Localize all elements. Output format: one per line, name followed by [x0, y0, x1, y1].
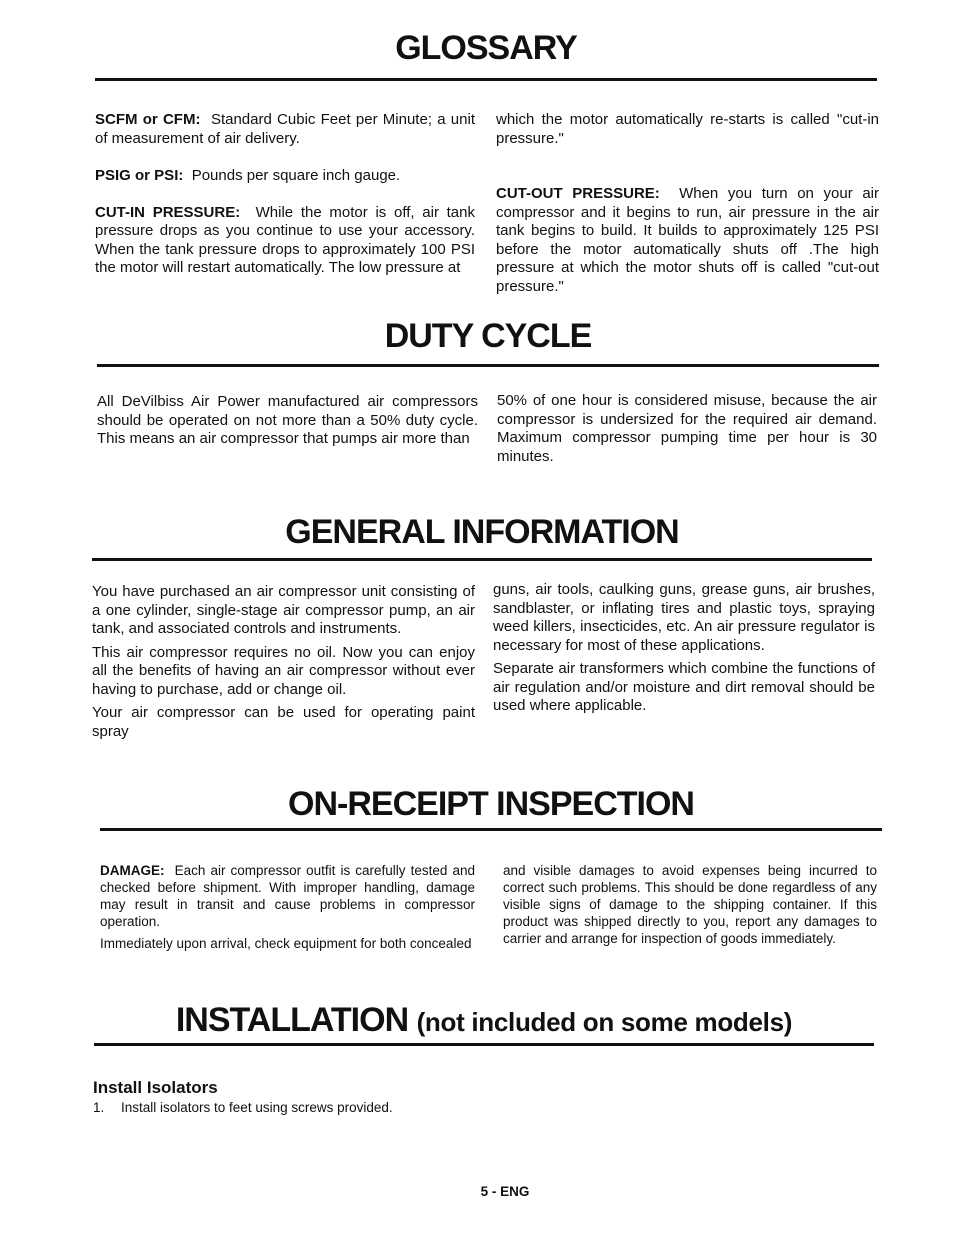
duty-cycle-rule	[97, 364, 879, 367]
installation-heading	[94, 1001, 874, 1040]
general-information-left-column	[92, 583, 475, 741]
duty-cycle-right-column	[497, 392, 877, 466]
general-info-paragraph-2: This air compressor requires no oil. Now you can enjoy all the benefits of having an air compressor without ever having to purchase, add or change oil.	[92, 643, 475, 698]
installation-subtitle: (not included on some models)	[416, 1007, 793, 1037]
term-damage: DAMAGE:	[100, 863, 165, 878]
install-step-1	[93, 1100, 393, 1115]
term-cutin: CUT-IN PRESSURE:	[95, 203, 241, 221]
definition-cutout: When you turn on your air compressor and it begins to run, air pressure in the air tank begins to build. It builds to approximately 125 PSI before the motor automatically shuts off .The high pressure at which the motor shuts off is called "cut-out pressure."	[496, 185, 879, 295]
general-info-paragraph-3: Your air compressor can be used for operating paint spray	[92, 704, 475, 740]
term-scfm: SCFM or CFM:	[95, 111, 201, 128]
inspection-damage-paragraph	[100, 862, 475, 930]
glossary-entry-cutout	[496, 185, 879, 296]
glossary-entry-psig	[95, 167, 475, 186]
definition-damage: Each air compressor outfit is carefully tested and checked before shipment. With improper handling, damage may result in transit and cause problems in compressor operation.	[100, 863, 475, 929]
step-text: Install isolators to feet using screws provided.	[121, 1100, 393, 1115]
general-info-paragraph-3-continued: guns, air tools, caulking guns, grease guns, air brushes, sandblaster, or inflating tires and plastic toys, spraying weed killers, insecticides, etc. An air pressure regulator is necessary for most of these applications.	[493, 581, 875, 654]
glossary-heading: GLOSSARY	[395, 29, 577, 67]
definition-psig: Pounds per square inch gauge.	[191, 166, 401, 184]
definition-scfm: Standard Cubic Feet per Minute; a unit of measurement of air delivery.	[95, 111, 475, 147]
term-psig: PSIG or PSI:	[95, 166, 184, 184]
general-information-heading: GENERAL INFORMATION	[285, 513, 679, 551]
install-isolators-subheading: Install Isolators	[93, 1078, 218, 1097]
duty-cycle-left-column	[97, 393, 478, 449]
installation-title: INSTALLATION	[175, 1001, 409, 1039]
inspection-left-column	[100, 862, 475, 952]
on-receipt-inspection-heading: ON-RECEIPT INSPECTION	[288, 785, 694, 823]
general-info-paragraph-4: Separate air transformers which combine the functions of air regulation and/or moisture and dirt removal should be used where applicable.	[493, 660, 875, 714]
inspection-paragraph-2: Immediately upon arrival, check equipment for both concealed	[100, 936, 472, 951]
installation-rule	[94, 1043, 874, 1046]
definition-cutin-continued: which the motor automatically re-starts is called "cut-in pressure."	[496, 111, 879, 147]
general-information-rule	[92, 558, 872, 561]
general-information-right-column	[493, 581, 875, 716]
step-number: 1.	[93, 1100, 105, 1115]
duty-cycle-text-right: 50% of one hour is considered misuse, because the air compressor is undersized for the required air demand. Maximum compressor pumping time per hour is 30 minutes.	[497, 392, 877, 465]
glossary-entry-cutin	[95, 204, 475, 278]
inspection-right-column	[503, 862, 877, 947]
inspection-paragraph-2-continued: and visible damages to avoid expenses being incurred to correct such problems. This should be done regardless of any visible signs of damage to the shipping container. If this product was shipped directly to you, report any damages to carrier and arrange for inspection of goods immediately.	[503, 863, 877, 946]
page-number: 5 - ENG	[480, 1184, 530, 1199]
duty-cycle-text-left: All DeVilbiss Air Power manufactured air compressors should be operated on not more than a 50% duty cycle. This means an air compressor that pumps air more than	[97, 393, 478, 447]
glossary-entry-scfm	[95, 111, 475, 148]
general-info-paragraph-1: You have purchased an air compressor unit consisting of a one cylinder, single-stage air compressor pump, an air tank, and associated controls and instruments.	[92, 583, 475, 637]
duty-cycle-heading: DUTY CYCLE	[384, 317, 592, 355]
on-receipt-inspection-rule	[100, 828, 882, 831]
glossary-left-column	[95, 111, 475, 278]
term-cutout: CUT-OUT PRESSURE:	[496, 185, 660, 202]
glossary-right-column	[496, 111, 879, 296]
glossary-rule	[95, 78, 877, 81]
definition-cutin: While the motor is off, air tank pressure drops as you continue to use your accessory. When the tank pressure drops to approximately 100 PSI the motor will restart automatically. The low pressure at	[95, 203, 475, 276]
